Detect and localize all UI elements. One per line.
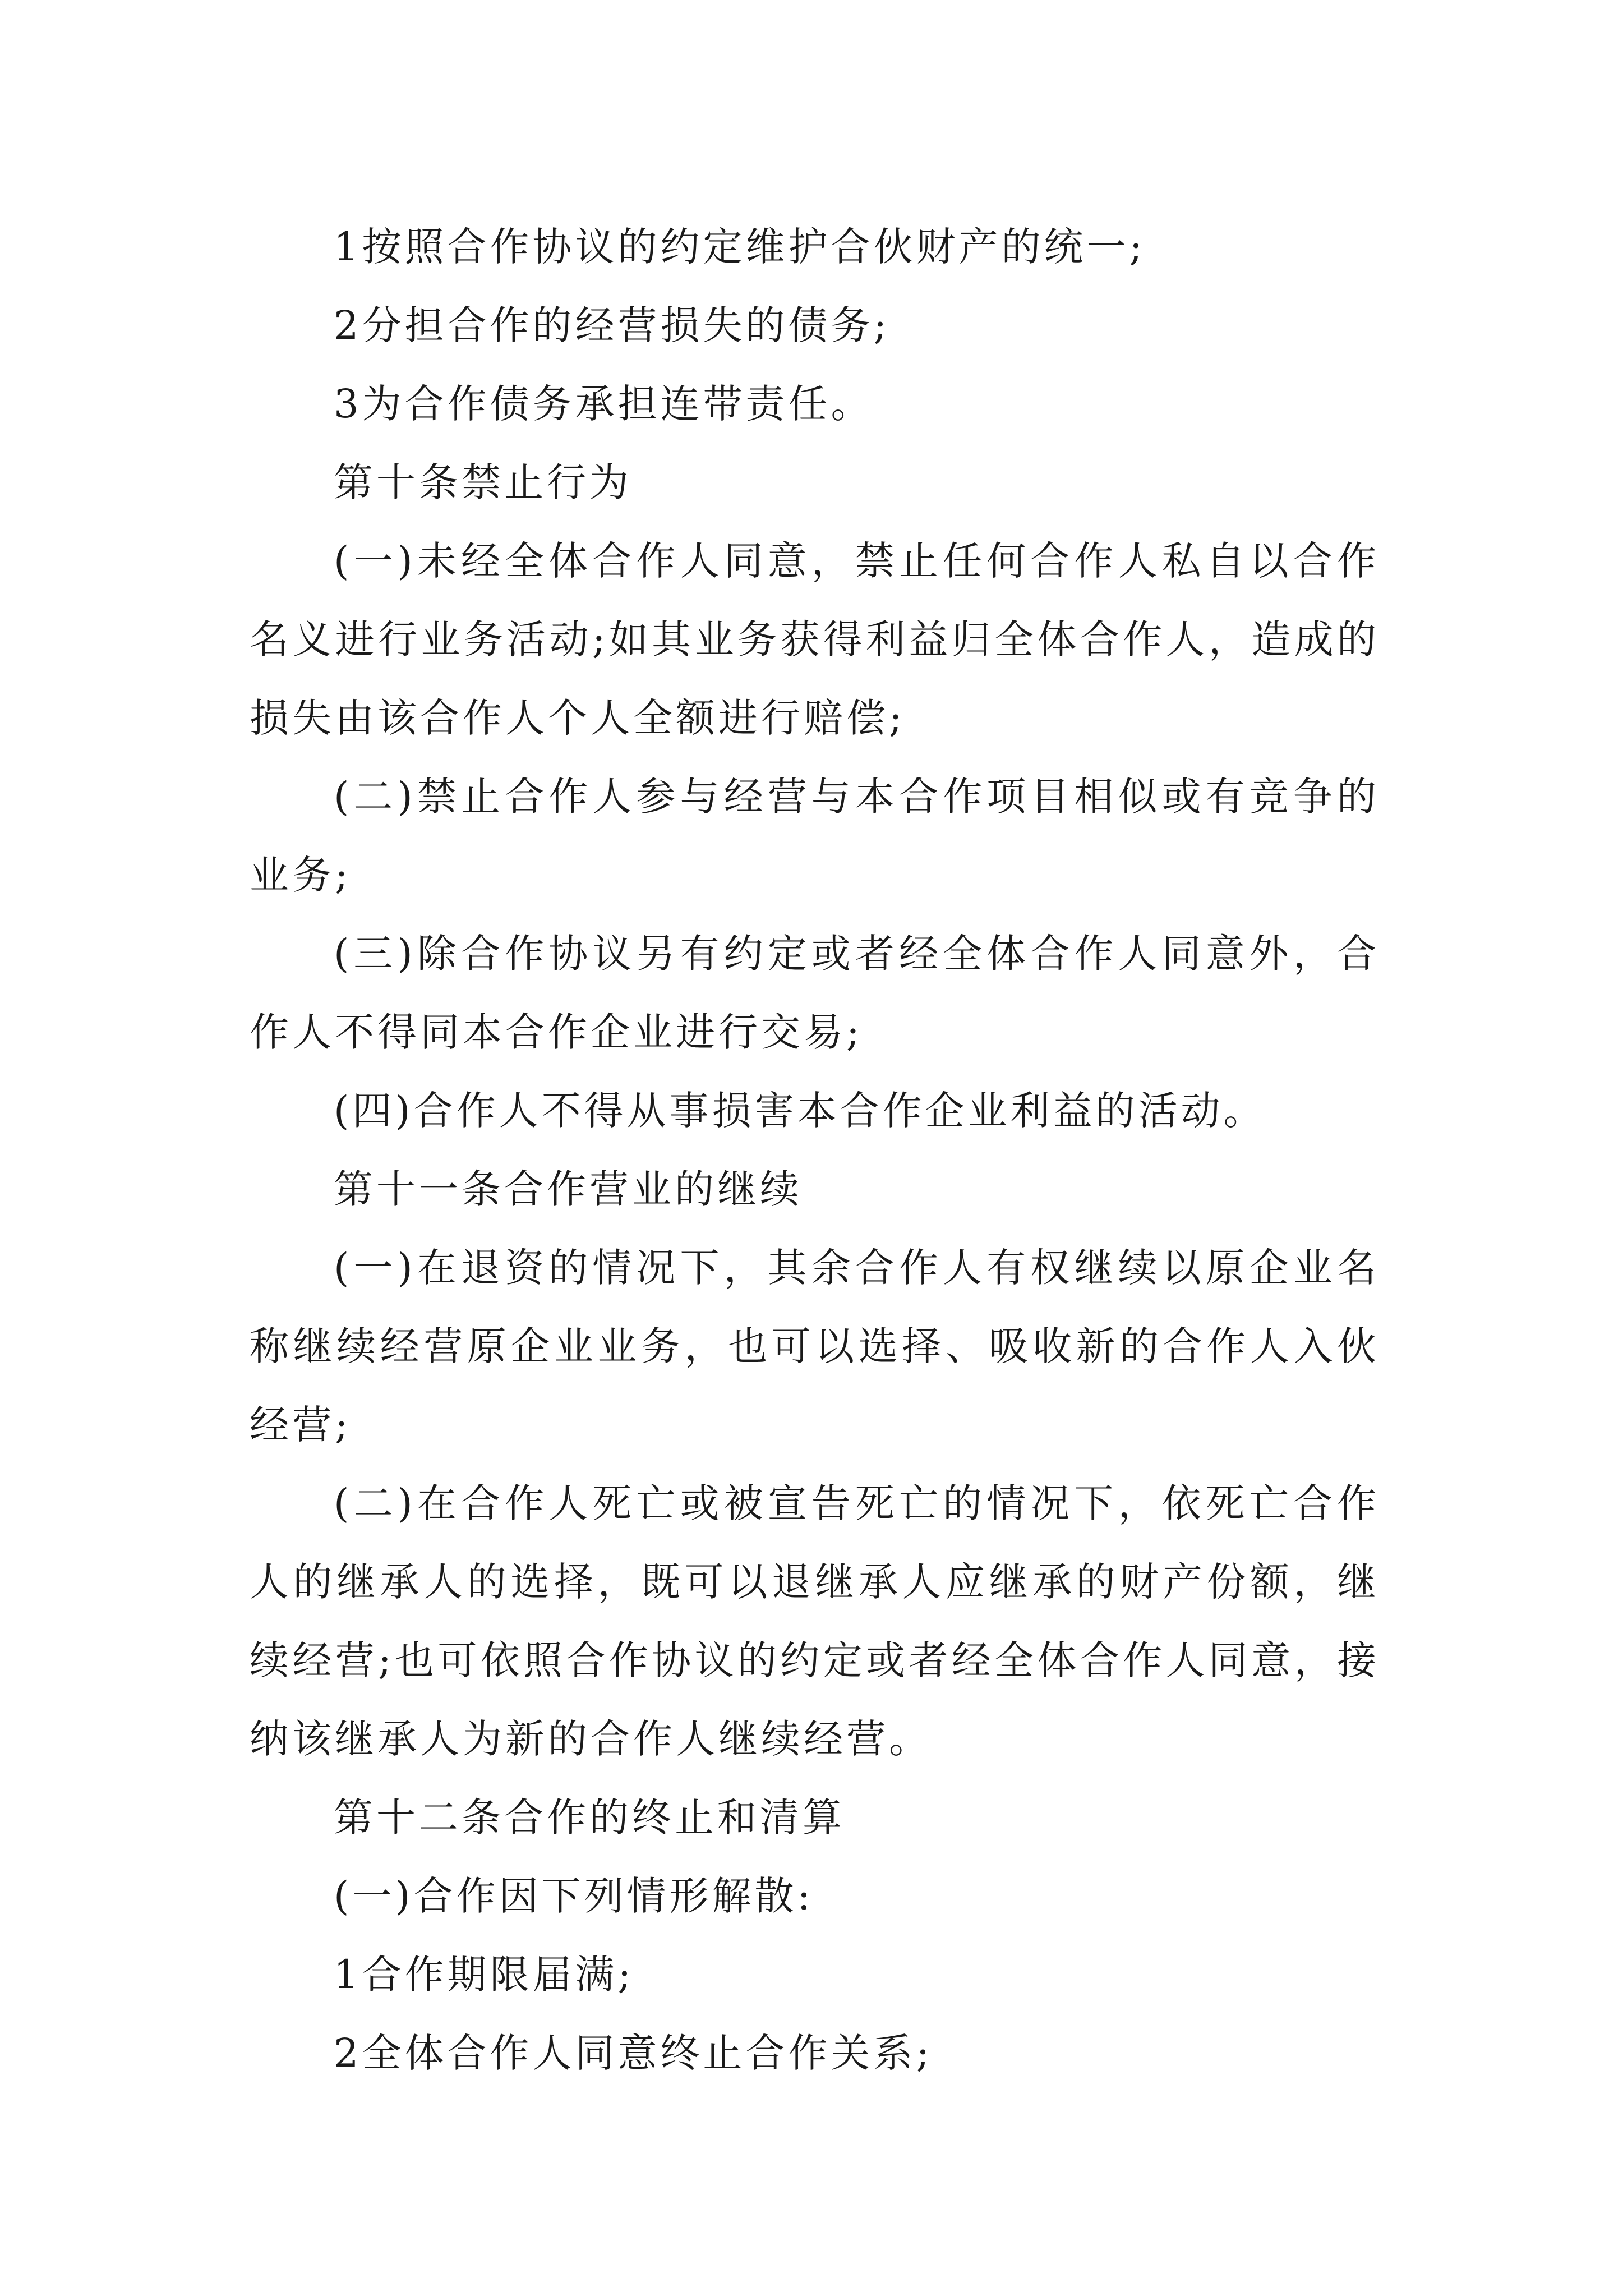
section-heading: 第十二条合作的终止和清算 <box>334 1795 845 1841</box>
document-body <box>250 208 1380 2092</box>
paragraph: 2分担合作的经营损失的债务; <box>334 302 891 348</box>
paragraph: (一)合作因下列情形解散: <box>334 1873 814 1919</box>
paragraph: (三)除合作协议另有约定或者经全体合作人同意外，合作人不得同本合作企业进行交易; <box>250 931 1380 1055</box>
section-heading: 第十一条合作营业的继续 <box>334 1166 803 1212</box>
section-heading: 第十条禁止行为 <box>334 459 632 505</box>
paragraph: (一)未经全体合作人同意，禁止任何合作人私自以合作名义进行业务活动;如其业务获得利益归全体合作人，造成的损失由该合作人个人全额进行赔偿; <box>250 538 1380 741</box>
paragraph: (二)在合作人死亡或被宣告死亡的情况下，依死亡合作人的继承人的选择，既可以退继承人应继承的财产份额，继续经营;也可依照合作协议的约定或者经全体合作人同意，接纳该继承人为新的合作人继续经营。 <box>250 1480 1380 1762</box>
paragraph: 1合作期限届满; <box>334 1952 635 1998</box>
paragraph: 2全体合作人同意终止合作关系; <box>334 2030 933 2076</box>
paragraph: 3为合作债务承担连带责任。 <box>334 381 874 427</box>
paragraph: (一)在退资的情况下，其余合作人有权继续以原企业名称继续经营原企业业务，也可以选择、吸收新的合作人入伙经营; <box>250 1245 1380 1448</box>
paragraph: (二)禁止合作人参与经营与本合作项目相似或有竞争的业务; <box>250 774 1380 898</box>
paragraph: (四)合作人不得从事损害本合作企业利益的活动。 <box>334 1088 1266 1134</box>
paragraph: 1按照合作协议的约定维护合伙财产的统一; <box>334 224 1146 270</box>
